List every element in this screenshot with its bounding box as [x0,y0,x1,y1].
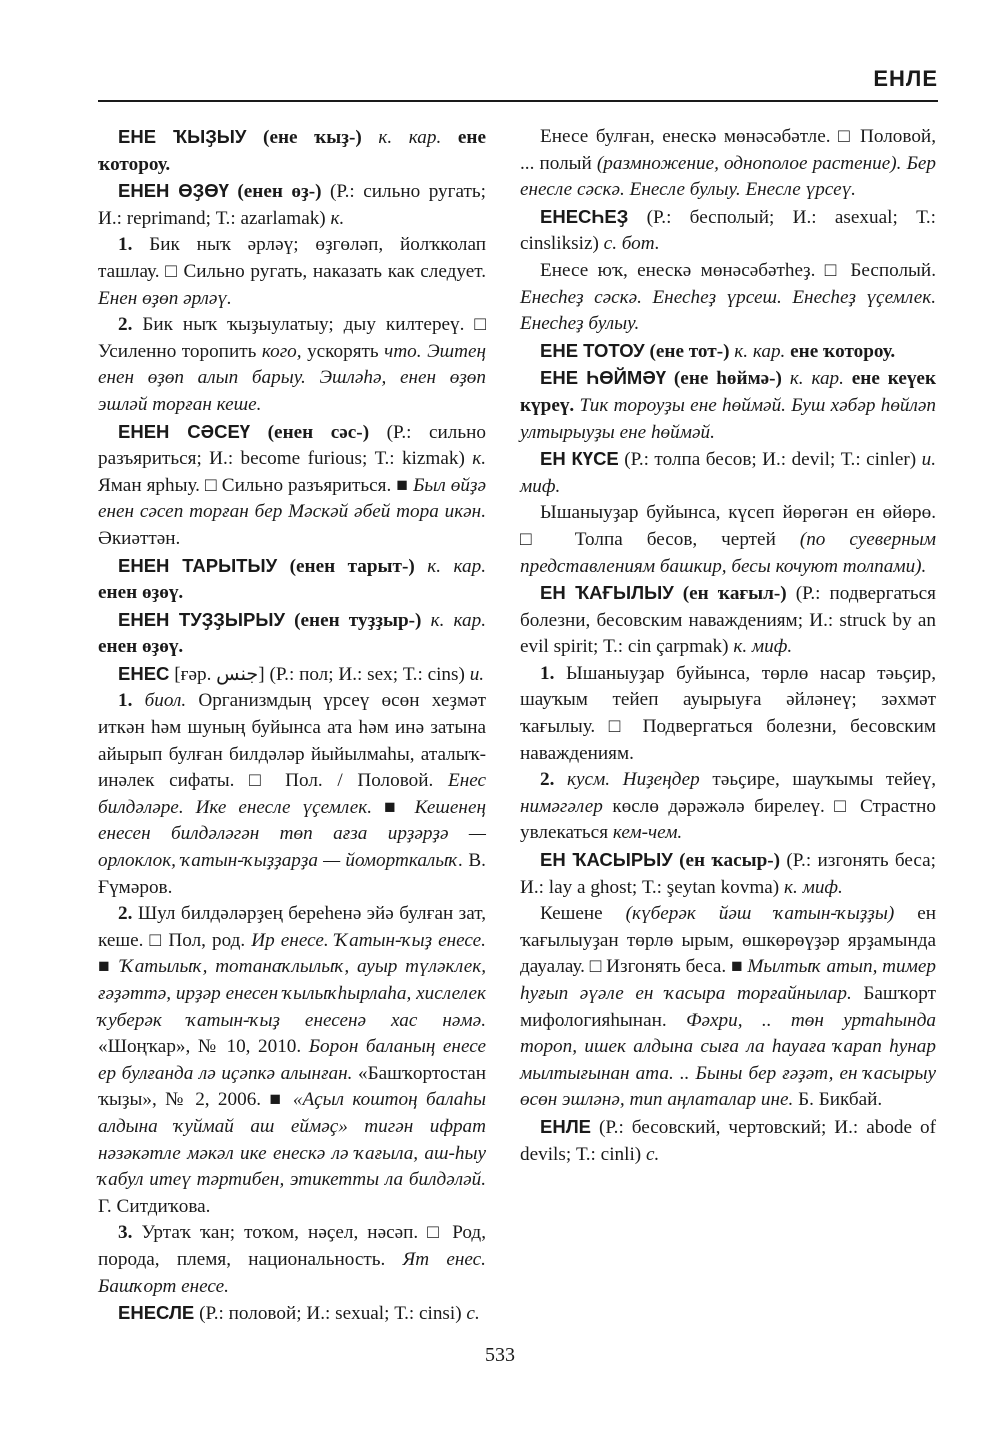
right-column [520,124,936,1168]
page-number: 533 [485,1344,515,1366]
entry-text: Шул билдәләрҙең береһенә эйә булған зат, кеше. □ Пол, род. [98,903,486,951]
entry-text: (Р.: сильно ругать; И.: reprimand; Т.: azarlamak) [98,181,486,229]
entry-text: Г. Ситдиҡова. [98,1195,211,1217]
headword: ЕН КҮСЕ [540,448,619,470]
italic-text: Мылтыҡ атып, тимер һуғып әүәле ен ҡасыра торғайнылар. [520,956,936,1004]
bold-text: (ен ҡағыл-) [673,583,787,605]
dictionary-entry [520,661,936,767]
italic-text: Ят енес. Башҡорт енесе. [98,1248,486,1297]
italic-text: с. [645,1143,660,1165]
bold-text: 1. [118,690,133,712]
headword: ЕН ҠАСЫРЫУ [540,849,673,871]
entry-text [782,368,790,389]
headword: ЕНЕСҺЕҘ [540,205,629,227]
running-head: ЕНЛЕ [873,66,938,91]
entry-text: В. Ғүмәров. [98,850,486,898]
entry-text [415,556,428,577]
entry-text: (Р.: подвергаться болезни, бесовским наваждениям; И.: struck by an evil spirit; Т.: cin çarpmak) [520,583,937,658]
entry-text: Б. Бикбай. [793,1089,883,1111]
italic-text: Борон баланың енесе ер булғанда лә иҫәпкә алынған. [98,1036,486,1084]
headword: ЕНЕ ҺӨЙМӘҮ [540,367,667,389]
italic-text: Ҡатылыҡ, тотанаҡлылыҡ, ауыр түләклек, ғәҙәттә, ирҙәр енесен ҡылыҡһырлаһа, хислелек ҡуберәк ҡатын-ҡыҙ енесенә хас нәмә. [98,956,486,1031]
entry-text: «Шоңҡар», № 10, 2010. [98,1036,309,1058]
italic-text: к. кар. [430,609,487,631]
italic-text: к. кар. [378,127,442,148]
entry-text: ■ [98,956,121,978]
header-rule [98,100,938,102]
italic-text: с. бот. [603,233,660,255]
bold-text: енен өҙөү. [98,582,184,604]
dictionary-entry [98,232,486,312]
italic-text: Енен өҙөп әрләү. [98,287,232,309]
headword: ЕНЕ ҠЫҘЫУ [118,126,247,147]
entry-text: (Р.: половой; И.: sexual; Т.: cinsi) [194,1303,467,1325]
dictionary-entry [98,688,486,901]
entry-text: Яман ярһыу. □ Сильно разъяриться. ■ [98,474,414,496]
entry-text: (Р.: толпа бесов; И.: devil; Т.: cinler) [618,449,922,471]
entry-text: ■ [372,796,415,818]
headword: ЕН ҠАҒЫЛЫУ [540,582,674,604]
dictionary-entry [520,847,936,901]
entry-text: көслө дәрәжәлә бирелеү. □ Страстно увлекаться [520,795,936,844]
italic-text: Тик тороуҙы ене һөймәй. Буш хәбәр һөйләп ултырыуҙы ене һөймәй. [520,394,937,443]
entry-text: Ышаныуҙар буйынса, күсеп йөрөгән ен өйөрө. □ Толпа бесов, чертей [520,502,936,550]
italic-text: Фәхри, .. төн уртаһында тороп, ишек алдына сыға ла һауаға ҡарап һунар мылтығынан ата. .. Быны бер ғәҙәт, ен ҡасырыу өсөн эшләнә, тип аңлаталар ине. [520,1009,936,1111]
bold-text: (енен тарыт-) [277,555,415,577]
dictionary-entry [98,1300,486,1328]
entry-text: Бик ныҡ әрләү; өҙгөләп, йолҡколап ташлау. □ Сильно ругать, наказать как следует. [98,234,486,282]
bold-text: (ене һөймә-) [666,368,782,390]
italic-text: к. миф. [784,876,843,898]
dictionary-entry [98,178,486,232]
headword: ЕНЕСЛЕ [118,1302,195,1324]
entry-text: Енесе юҡ, енескә мөнәсәбәтһеҙ. □ Бесполый. [540,259,936,281]
italic-text: и. [469,663,485,685]
entry-text: (Р.: изгонять беса; И.: lay a ghost; Т.: şeytan kovma) [520,850,936,898]
dictionary-entry [98,1220,486,1300]
entry-text [421,610,430,631]
italic-text: к. кар. [734,340,786,362]
dictionary-entry [520,767,936,847]
bold-text: 2. [118,314,133,336]
entry-text: Енесе булған, енескә мөнәсәбәтле. □ Половой, ... полый [520,126,936,174]
italic-text: Енес билдәләре. Ике енесле үҫемлек. [98,770,486,818]
left-column [98,124,486,1328]
italic-text: Енесһеҙ сәскә. Енесһеҙ үрсеш. Енесһеҙ үҫемлек. Енесһеҙ булыу. [520,286,936,335]
entry-text: Организмдың үрсеү өсөн хеҙмәт иткән һәм шуның буйынса ата һәм инә затына айырып булған билдәләр йыйылмаһы, аталыҡ-инәлек сифаты. □ Пол. / Половой. [98,690,486,792]
dictionary-entry [98,419,486,553]
headword: ЕНЕН СӘСЕҮ [118,420,251,442]
italic-text: кого, [261,340,302,362]
dictionary-entry [520,580,936,661]
italic-text: (күберәк йәш ҡатын-ҡыҙҙы) [625,903,895,925]
entry-text: Әкиәттән. [98,527,181,549]
entry-text: ускорять [301,340,385,362]
dictionary-entry [520,124,936,204]
italic-text: (по суеверным представлениям башкир, бесы кочуют толпами). [520,528,936,577]
bold-text: ене кеүек күреү. [520,368,936,416]
italic-text: (размножение, однополое растение). [596,152,902,174]
entry-text: Башҡорт мифологияһынан. [520,983,936,1031]
italic-text: кусм. Ниҙеңдер [567,769,700,791]
dictionary-entry [98,661,486,689]
bold-text: 1. [118,234,133,256]
bold-text: (енен өҙ-) [228,181,322,203]
bold-text: енен өҙөү. [98,636,184,658]
dictionary-entry [98,124,486,178]
bold-text: 1. [540,662,555,684]
dictionary-entry [98,901,486,1220]
italic-text: Был өйҙә енен сәсеп торған бер Мәскәй әбей тора икән. [98,474,486,523]
dictionary-entry [98,553,486,607]
bold-text: 2. [118,903,133,925]
dictionary-entry [98,312,486,418]
entry-text: Ышаныуҙар буйынса, төрлө насар тәьҫир, шауҡым тейеп ауырыуға әйләнеү; зәхмәт ҡағылыу. □ Подвергаться болезни, бесовским наваждениям. [520,662,936,764]
dictionary-entry [520,446,936,500]
italic-text: к. [330,207,345,229]
dictionary-entry [520,338,936,366]
italic-text: Кешенең енесен билдәләгән төп ағза ирҙәрҙә — орлоклок, ҡатын-ҡыҙҙарҙа — йоморткалыҡ. [98,796,486,872]
bold-text: 3. [118,1222,133,1244]
italic-text: к. миф. [733,636,793,658]
entry-text: Уртаҡ ҡан; тоҡом, нәҫел, нәсәп. □ Род, порода, племя, национальность. [98,1222,486,1270]
dictionary-entry [520,204,936,258]
headword: ЕНЛЕ [540,1115,592,1137]
italic-text: биол. [144,690,187,712]
entry-text: (Р.: сильно разъяриться; И.: become furious; Т.: kizmak) [98,421,486,470]
italic-text: Бер енесле сәскә. Енесле булыу. Енесле үрсеү. [520,152,936,201]
dictionary-entry [520,1114,936,1168]
bold-text: (ене тот-) [644,340,730,362]
bold-text: (ене ҡыҙ-) [246,127,362,148]
italic-text: и. миф. [520,449,936,497]
italic-text: «Аҫыл коштоң балаһы алдына ҡуймай аш еймәҫ» тигән ифрат нәзәкәтле мәкәл ике енескә лә ҡағыла, аш-һыу ҡабул итеү тәртибен, этикетты ла билдәләй. [98,1089,486,1191]
entry-text: ен ҡағылыуҙан төрлө ырым, өшкөрөүҙәр ярҙамында дауалау. □ Изгонять беса. ■ [520,903,936,978]
italic-text: с. [466,1303,480,1325]
italic-text: нимәгәлер [520,795,603,817]
bold-text: ене ҡотороу. [785,340,896,362]
headword: ЕНЕН ӨҘӨҮ [118,180,229,202]
dictionary-entry [520,500,936,580]
entry-text: Бик ныҡ ҡыҙыулатыу; дыу килтереү. □ Усиленно торопить [98,314,486,362]
headword: ЕНЕН ТУҘҘЫРЫУ [118,608,285,630]
bold-text: (ен ҡасыр-) [672,850,781,872]
entry-text [554,769,567,790]
entry-text: Кешене [540,903,626,925]
bold-text: (енен туҙҙыр-) [284,609,422,631]
entry-text: [ғәр. جنس] (Р.: пол; И.: sex; Т.: cins) [169,663,470,685]
entry-text: (Р.: бесполый; И.: asexual; Т.: cinsliksiz) [520,206,936,255]
headword: ЕНЕ ТОТОУ [540,339,645,361]
italic-text: кем-чем. [612,822,683,844]
dictionary-entry [520,365,936,446]
entry-text [362,127,379,148]
italic-text: к. кар. [789,368,844,390]
italic-text: Ир енесе. Ҡатын-ҡыҙ енесе. [251,929,486,951]
italic-text: к. [472,448,486,470]
bold-text: ене ҡотороу. [98,127,486,175]
entry-text [132,690,144,711]
italic-text: к. кар. [427,555,486,577]
dictionary-entry [520,901,936,1114]
entry-text: (Р.: бесовский, чертовский; И.: abode of devils; Т.: cinli) [520,1116,936,1165]
dictionary-entry [98,607,486,661]
bold-text: 2. [540,769,555,791]
headword: ЕНЕС [118,662,170,684]
italic-text: что. [384,340,422,362]
italic-text: Эштең енен өҙөп алып барыу. Эшләһә, енен өҙөп эшләй торған кеше. [98,340,487,415]
bold-text: (енен сәс-) [250,421,370,443]
entry-text: тәьҫире, шауҡымы тейеү, [699,769,936,791]
headword: ЕНЕН ТАРЫТЫУ [118,554,278,576]
entry-text: «Башҡортостан ҡыҙы», № 2, 2006. ■ [98,1062,486,1111]
dictionary-entry [520,258,936,338]
